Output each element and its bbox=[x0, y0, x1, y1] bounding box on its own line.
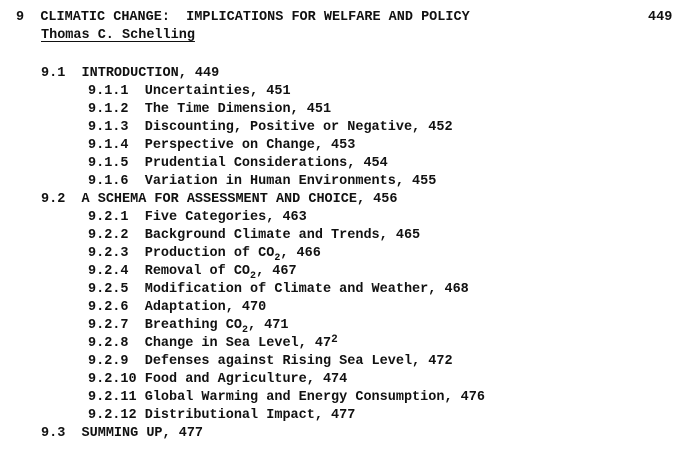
subsection-title bbox=[144, 246, 321, 264]
subsection-number: 9.1.4 bbox=[88, 138, 129, 153]
title-page: , 467 bbox=[256, 264, 297, 279]
chapter-page-number: 449 bbox=[648, 10, 673, 25]
toc-subsection bbox=[88, 263, 297, 282]
toc-subsection bbox=[88, 389, 485, 407]
section-title: A SCHEMA FOR ASSESSMENT AND CHOICE, 456 bbox=[81, 192, 398, 207]
subsection-title: Uncertainties, 451 bbox=[144, 84, 291, 99]
subsection-number: 9.2.12 bbox=[88, 408, 137, 423]
subsection-title: Five Categories, 463 bbox=[144, 210, 307, 225]
subsection-title bbox=[144, 318, 289, 336]
chapter-title: CLIMATIC CHANGE: IMPLICATIONS FOR WELFARE AND POLICY bbox=[40, 10, 470, 25]
subsection-title: Defenses against Rising Sea Level, 472 bbox=[144, 354, 453, 369]
section-title: SUMMING UP, 477 bbox=[81, 426, 204, 441]
title-text: Removal of CO bbox=[144, 264, 251, 279]
toc-subsection bbox=[88, 281, 469, 299]
subsection-number: 9.1.6 bbox=[88, 174, 129, 189]
subsection-number: 9.1.1 bbox=[88, 84, 129, 99]
subsection-title: Distributional Impact, 477 bbox=[144, 408, 356, 423]
toc-section bbox=[41, 191, 397, 209]
subsection-title: Discounting, Positive or Negative, 452 bbox=[144, 120, 453, 135]
toc-subsection bbox=[88, 407, 355, 425]
subscript: 2 bbox=[274, 253, 281, 264]
toc-section bbox=[41, 65, 219, 83]
toc-subsection bbox=[88, 173, 436, 191]
subscript: 2 bbox=[250, 271, 257, 282]
superscript: 2 bbox=[331, 334, 338, 346]
subscript: 2 bbox=[241, 325, 248, 336]
subsection-number: 9.2.1 bbox=[88, 210, 129, 225]
toc-section bbox=[41, 425, 203, 443]
chapter-author: Thomas C. Schelling bbox=[41, 28, 195, 43]
toc-subsection bbox=[88, 245, 321, 264]
subsection-number: 9.1.3 bbox=[88, 120, 129, 135]
subsection-title bbox=[145, 336, 338, 351]
toc-subsection bbox=[88, 317, 288, 336]
section-title: INTRODUCTION, 449 bbox=[81, 66, 220, 81]
subsection-title: Global Warming and Energy Consumption, 476 bbox=[144, 390, 485, 405]
toc-subsection bbox=[88, 335, 338, 353]
title-text: Change in Sea Level, 47 bbox=[144, 336, 332, 351]
subsection-number: 9.1.2 bbox=[88, 102, 129, 117]
subsection-title bbox=[144, 264, 297, 282]
toc-subsection bbox=[88, 83, 291, 101]
subsection-number: 9.2.5 bbox=[88, 282, 129, 297]
toc-subsection bbox=[88, 137, 355, 155]
subsection-title: The Time Dimension, 451 bbox=[144, 102, 332, 117]
subsection-number: 9.2.8 bbox=[88, 336, 129, 351]
subsection-number: 9.2.6 bbox=[88, 300, 129, 315]
toc-subsection bbox=[88, 371, 347, 389]
toc-subsection bbox=[88, 209, 307, 227]
subsection-number: 9.2.7 bbox=[88, 318, 129, 333]
subsection-title: Perspective on Change, 453 bbox=[144, 138, 356, 153]
section-number: 9.3 bbox=[41, 426, 66, 441]
section-number: 9.2 bbox=[41, 192, 66, 207]
subsection-number: 9.2.2 bbox=[88, 228, 129, 243]
toc-subsection bbox=[88, 299, 266, 317]
subsection-number: 9.2.9 bbox=[88, 354, 129, 369]
toc-subsection bbox=[88, 227, 420, 245]
subsection-number: 9.2.4 bbox=[88, 264, 129, 279]
subsection-number: 9.2.3 bbox=[88, 246, 129, 261]
subsection-number: 9.1.5 bbox=[88, 156, 129, 171]
subsection-number: 9.2.11 bbox=[88, 390, 137, 405]
section-number: 9.1 bbox=[41, 66, 66, 81]
toc-subsection bbox=[88, 101, 331, 119]
subsection-title: Adaptation, 470 bbox=[144, 300, 267, 315]
subsection-title: Modification of Climate and Weather, 468 bbox=[144, 282, 469, 297]
chapter-number: 9 bbox=[16, 10, 25, 25]
subsection-title: Variation in Human Environments, 455 bbox=[144, 174, 437, 189]
subsection-title: Food and Agriculture, 474 bbox=[144, 372, 348, 387]
chapter-heading bbox=[16, 9, 470, 27]
title-text: Production of CO bbox=[144, 246, 275, 261]
toc-subsection bbox=[88, 155, 388, 173]
title-page: , 471 bbox=[247, 318, 289, 333]
subsection-number: 9.2.10 bbox=[88, 372, 137, 387]
title-text: Breathing CO bbox=[144, 318, 242, 333]
title-page: , 466 bbox=[280, 246, 321, 261]
toc-subsection bbox=[88, 119, 453, 137]
subsection-title: Background Climate and Trends, 465 bbox=[144, 228, 421, 243]
subsection-title: Prudential Considerations, 454 bbox=[144, 156, 388, 171]
toc-subsection bbox=[88, 353, 453, 371]
